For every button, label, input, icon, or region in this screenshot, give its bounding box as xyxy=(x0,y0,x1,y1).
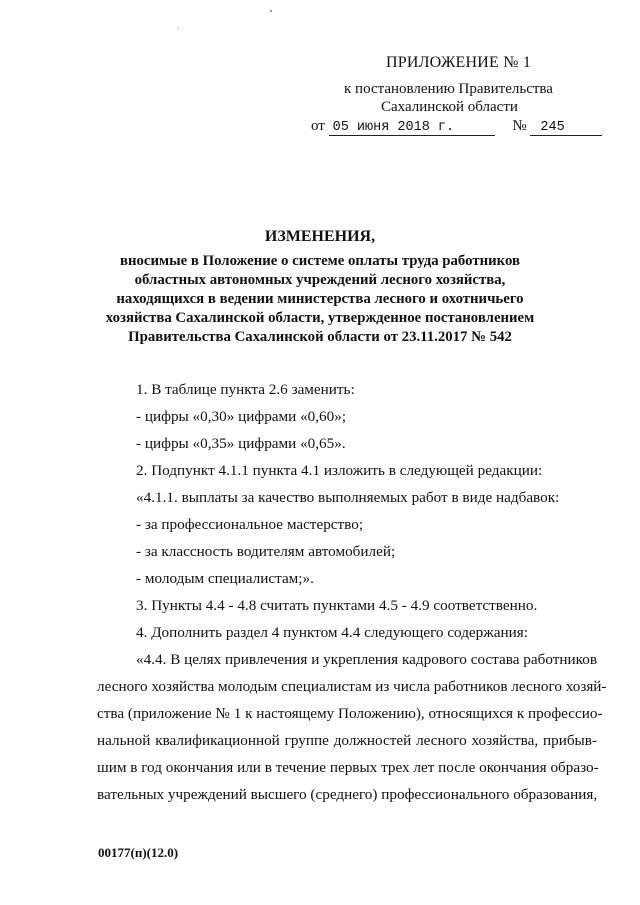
number-value: 245 xyxy=(530,120,602,136)
appendix-title: ПРИЛОЖЕНИЕ № 1 xyxy=(386,54,532,71)
body-line: - цифры «0,35» цифрами «0,65». xyxy=(136,435,346,452)
footer-code: 00177(п)(12.0) xyxy=(98,845,179,860)
body-line: - за классность водителям автомобилей; xyxy=(136,543,396,560)
body-line: 4. Дополнить раздел 4 пунктом 4.4 следующего содержания: xyxy=(136,624,528,641)
date-value: 05 июня 2018 г. xyxy=(329,120,495,136)
scan-speck xyxy=(270,10,272,12)
subtitle-line: областных автономных учреждений лесного хозяйства, xyxy=(134,272,506,288)
subtitle-line: Правительства Сахалинской области от 23.11.2017 № 542 xyxy=(128,329,512,345)
body-line: 2. Подпункт 4.1.1 пункта 4.1 изложить в следующей редакции: xyxy=(136,462,543,479)
appendix-line-2: Сахалинской области xyxy=(381,99,518,115)
subtitle-line: находящихся в ведении министерства лесного и охотничьего xyxy=(116,291,524,307)
paragraph-line: шим в год окончания или в течение первых трех лет после окончания образо- xyxy=(97,759,599,776)
date-prefix: от xyxy=(311,118,325,134)
body-line: - молодым специалистам;». xyxy=(136,570,314,587)
body-line: - за профессиональное мастерство; xyxy=(136,516,364,533)
body-line: - цифры «0,30» цифрами «0,60»; xyxy=(136,408,347,425)
appendix-line-1: к постановлению Правительства xyxy=(344,81,553,97)
paragraph-line: вательных учреждений высшего (среднего) профессионального образования, xyxy=(97,786,598,803)
subtitle-line: хозяйства Сахалинской области, утвержденное постановлением xyxy=(105,310,535,326)
document-title: ИЗМЕНЕНИЯ, xyxy=(264,228,376,245)
paragraph-line: лесного хозяйства молодым специалистам из числа работников лесного хозяй- xyxy=(97,678,607,695)
number-label: № xyxy=(512,118,527,134)
paragraph-line: ства (приложение № 1 к настоящему Положению), относящихся к профессио- xyxy=(97,705,603,722)
body-line: «4.1.1. выплаты за качество выполняемых работ в виде надбавок: xyxy=(136,489,560,506)
paragraph-line: нальной квалификационной группе должностей лесного хозяйства, прибыв- xyxy=(97,732,597,749)
body-line: 1. В таблице пункта 2.6 заменить: xyxy=(136,381,355,398)
scan-speck xyxy=(178,28,179,29)
appendix-date-row xyxy=(311,118,602,136)
subtitle-line: вносимые в Положение о системе оплаты труда работников xyxy=(120,253,520,269)
paragraph-first-line: «4.4. В целях привлечения и укрепления кадрового состава работников xyxy=(136,651,597,668)
body-line: 3. Пункты 4.4 - 4.8 считать пунктами 4.5 - 4.9 соответственно. xyxy=(136,597,538,614)
